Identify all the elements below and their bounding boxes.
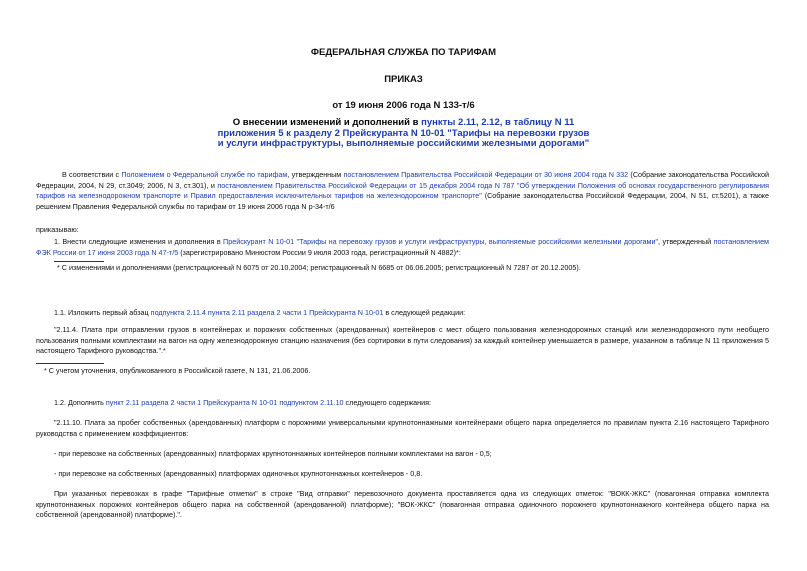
item-1-text-b: , утвержденный (658, 237, 714, 246)
link-point-2-11[interactable]: пункт 2.11 раздела 2 части 1 Прейскуранта N 10-01 подпунктом 2.11.10 (105, 398, 344, 407)
bullet-full-sets: - при перевозке на собственных (арендованных) платформах крупнотоннажных контейнеров полными комплектами на вагон - 0,5; (54, 449, 492, 458)
footnote-2: * С учетом уточнения, опубликованного в Российской газете, N 131, 21.06.2006. (44, 366, 311, 375)
preamble-paragraph (36, 170, 769, 212)
item-1-text-c: (зарегистрировано Минюстом России 9 июля 2003 года, регистрационный N 4882)*: (178, 247, 461, 257)
document-date-line: от 19 июня 2006 года N 133-т/6 (332, 100, 475, 111)
agency-heading: ФЕДЕРАЛЬНАЯ СЛУЖБА ПО ТАРИФАМ (310, 47, 497, 58)
final-paragraph: При указанных перевозках в графе "Тарифные отметки" в строке "Вид отправки" перевозочного документа проставляется одна из следующих отметок: "ВОКК-ЖКС" (повагонная отправка комплекта крупнотоннажных порожних контейнеров общего парка на собственной (арендованной) платформе); "ВОК-ЖКС" (повагонная отправка одиночного порожнего крупнотоннажного контейнера общего парка на собственной (арендованной) платформе).". (36, 489, 769, 520)
title-link-points[interactable]: пункты 2.11, 2.12, в таблицу N 11 (421, 117, 575, 128)
footnote-1: * С изменениями и дополнениями (регистрационный N 6075 от 20.10.2004; регистрационный N 6685 от 06.06.2005; регистрационный N 7287 от 20.12.2005). (57, 263, 581, 272)
link-fek-decree[interactable]: постановлением ФЭК России от 17 июня 2003 года N 47-т/5 (36, 237, 770, 257)
item-1-2-paragraph (54, 398, 769, 409)
link-subpoint-2-11-4[interactable]: подпункта 2.11.4 пункта 2.11 раздела 2 части 1 Прейскуранта N 10-01 (150, 308, 384, 317)
item-1-paragraph (36, 237, 769, 258)
preamble-text-c: (Собрание законодательства Российской Федерации, 2004, N 29, ст.3049; 2006, N 3, ст.301), и (36, 170, 770, 190)
footnote-divider-1 (54, 261, 104, 262)
preamble-text-a: В соответствии с (62, 170, 122, 179)
item-1-text-a: 1. Внести следующие изменения и дополнения в (54, 237, 224, 246)
link-fst-regulation[interactable]: Положением о Федеральной службе по тарифам (121, 170, 288, 179)
bullet-single-containers: - при перевозке на собственных (арендованных) платформах одиночных крупнотоннажных контейнеров - 0,8. (54, 469, 423, 478)
footnote-divider-2 (36, 363, 104, 364)
title-link-appendix[interactable]: приложения 5 к разделу 2 Прейскуранта N 10-01 "Тарифы на перевозки грузов (217, 127, 590, 139)
orders-label: приказываю: (36, 225, 79, 234)
preamble-text-b: , утвержденным (287, 170, 344, 179)
item-1-2-text-a: 1.2. Дополнить (54, 398, 106, 407)
document-type-heading: ПРИКАЗ (384, 74, 423, 85)
title-link-services[interactable]: и услуги инфраструктуры, выполняемые российскими железными дорогами" (217, 138, 590, 150)
link-government-decree-787[interactable]: постановлением Правительства Российской Федерации от 15 декабря 2004 года N 787 "Об утверждении Положения об основах государственного регулирования тарифов на железнодорожном транспорте и Правил предоставления исключительных тарифов на железнодорожном транспорте" (36, 180, 769, 201)
preamble-text-d: (Собрание законодательства Российской Федерации, 2004, N 51, ст.5201), а также решением Правления Федеральной службы по тарифам от 19 июня 2006 года N р-34-т/6 (36, 191, 769, 211)
title-text: О внесении изменений и дополнений в (232, 117, 422, 128)
document-title (0, 118, 807, 150)
item-1-1-text-a: 1.1. Изложить первый абзац (54, 308, 151, 317)
item-1-1-paragraph (54, 308, 769, 319)
quote-2-11-4: "2.11.4. Плата при отправлении грузов в контейнерах и порожних собственных (арендованных) контейнеров с мест общего пользования железнодорожных станций или железнодорожного пути необщего пользования полными комплектами на вагон на одну железнодорожную станцию назначения (без сортировки в пути следования) за каждый контейнер уменьшается в размере, указанном в таблице N 11 приложения 5 настоящего Тарифного руководства.".* (36, 325, 769, 356)
quote-2-11-10: "2.11.10. Плата за пробег собственных (арендованных) платформ с порожними универсальными крупнотоннажными контейнерами общего парка определяется по правилам пункта 2.16 настоящего Тарифного руководства с применением коэффициентов: (36, 418, 769, 438)
item-1-2-text-b: следующего содержания: (343, 398, 432, 407)
link-government-decree-332[interactable]: постановлением Правительства Российской Федерации от 30 июня 2004 года N 332 (343, 170, 629, 179)
link-pricelist-10-01[interactable]: Прейскурант N 10-01 "Тарифы на перевозку грузов и услуги инфраструктуры, выполняемые российскими железными дорогами" (223, 237, 659, 246)
item-1-1-text-b: в следующей редакции: (383, 308, 466, 317)
